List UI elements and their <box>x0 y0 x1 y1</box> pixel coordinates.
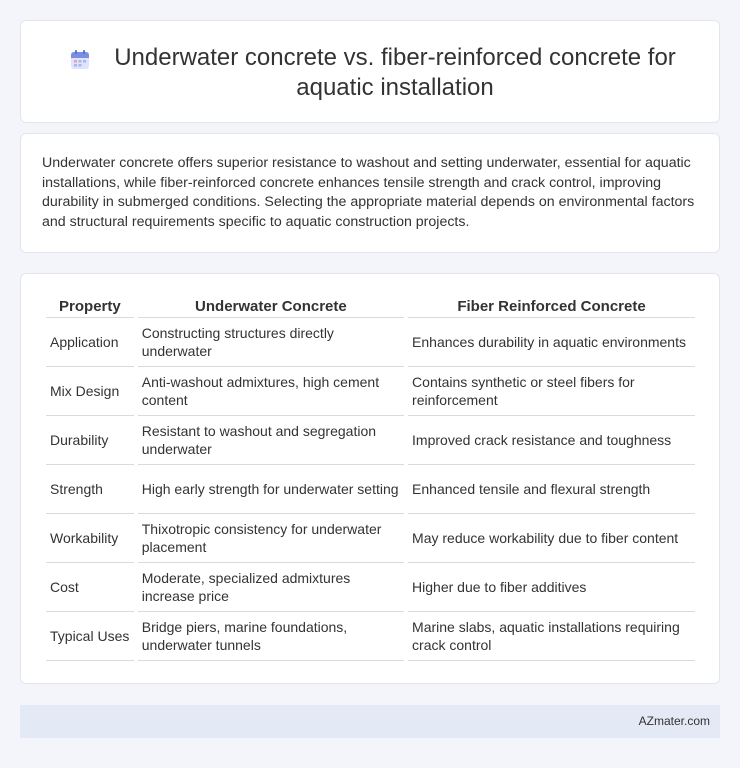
table-cell: Application <box>46 318 134 367</box>
table-cell: Contains synthetic or steel fibers for reinforcement <box>408 367 695 416</box>
table-cell: Typical Uses <box>46 612 134 661</box>
column-header: Underwater Concrete <box>138 294 404 318</box>
table-cell: Strength <box>46 465 134 514</box>
summary-text: Underwater concrete offers superior resistance to washout and setting underwater, essential for aquatic installations, while fiber-reinforced concrete enhances tensile strength and crack control, improving durability in submerged conditions. Selecting the appropriate material depends on environmental factors and structural requirements specific to aquatic construction projects. <box>42 155 695 230</box>
table-cell: Workability <box>46 514 134 563</box>
table-cell: Enhanced tensile and flexural strength <box>408 465 695 514</box>
table-cell: Enhances durability in aquatic environments <box>408 318 695 367</box>
table-cell: Cost <box>46 563 134 612</box>
table-header-row <box>46 294 695 318</box>
table-cell: Thixotropic consistency for underwater placement <box>138 514 404 563</box>
table-cell: Resistant to washout and segregation underwater <box>138 416 404 465</box>
table-row <box>46 367 695 416</box>
table-cell: High early strength for underwater setting <box>138 465 404 514</box>
table-cell: Moderate, specialized admixtures increase price <box>138 563 404 612</box>
table-cell: May reduce workability due to fiber content <box>408 514 695 563</box>
footer-bar <box>20 705 720 738</box>
table-row <box>46 416 695 465</box>
column-header: Property <box>46 294 134 318</box>
table-row <box>46 318 695 367</box>
table-cell: Mix Design <box>46 367 134 416</box>
page-title: Underwater concrete vs. fiber-reinforced concrete for aquatic installation <box>114 44 676 101</box>
table-cell: Higher due to fiber additives <box>408 563 695 612</box>
comparison-table <box>42 294 699 661</box>
table-cell: Anti-washout admixtures, high cement content <box>138 367 404 416</box>
title-card <box>20 20 720 123</box>
footer-brand[interactable]: AZmater.com <box>638 714 710 728</box>
table-cell: Durability <box>46 416 134 465</box>
table-row <box>46 465 695 514</box>
comparison-table-card <box>20 273 720 684</box>
summary-card <box>20 133 720 253</box>
table-cell: Bridge piers, marine foundations, underwater tunnels <box>138 612 404 661</box>
table-cell: Constructing structures directly underwater <box>138 318 404 367</box>
table-row <box>46 612 695 661</box>
table-row <box>46 514 695 563</box>
table-row <box>46 563 695 612</box>
table-cell: Marine slabs, aquatic installations requiring crack control <box>408 612 695 661</box>
table-cell: Improved crack resistance and toughness <box>408 416 695 465</box>
column-header: Fiber Reinforced Concrete <box>408 294 695 318</box>
